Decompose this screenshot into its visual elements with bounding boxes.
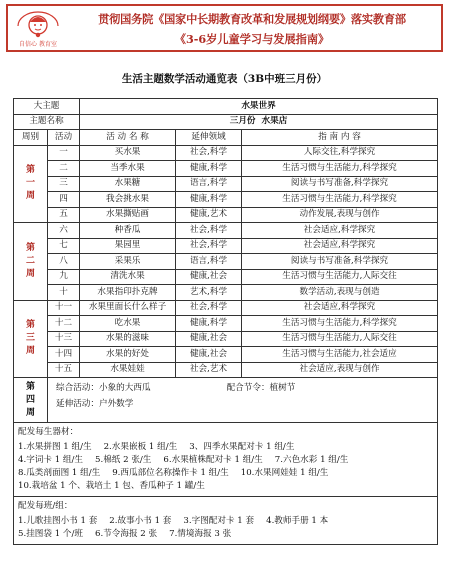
activity-guide: 生活习惯与生活能力,人际交往 — [242, 331, 438, 347]
col-header-guide: 指 南 内 容 — [242, 130, 438, 146]
activity-name: 水果撕贴画 — [80, 207, 176, 223]
activity-number: 九 — [48, 269, 80, 285]
column-header-row — [14, 130, 438, 146]
student-material-item: 10.水果网娃娃 1 组/生 — [240, 468, 329, 478]
activity-guide: 生活习惯与生活能力,科学探究 — [242, 192, 438, 208]
activity-guide: 社会适应,科学探究 — [242, 238, 438, 254]
class-materials-title: 配发每班/组： — [18, 501, 73, 511]
week-label: 第 三 周 — [14, 300, 48, 378]
student-materials-title: 配发每生器材： — [18, 427, 79, 437]
school-logo — [12, 8, 64, 50]
activity-domain: 健康,社会 — [176, 347, 242, 363]
class-material-item: 1.儿歌挂图小书 1 套 — [18, 516, 98, 526]
activity-guide: 人际交往,科学探究 — [242, 145, 438, 161]
activity-number: 八 — [48, 254, 80, 270]
main-theme-label: 大主题 — [14, 99, 80, 115]
activity-guide: 生活习惯与生活能力,人际交往 — [242, 269, 438, 285]
col-header-domain: 延伸领域 — [176, 130, 242, 146]
activity-name: 果园里 — [80, 238, 176, 254]
activity-number: 六 — [48, 223, 80, 239]
header-line-2: 《3-6岁儿童学习与发展指南》 — [174, 32, 330, 46]
activity-row — [14, 300, 438, 316]
sub-theme-label: 主题名称 — [14, 114, 80, 130]
activity-name: 清洗水果 — [80, 269, 176, 285]
activity-number: 十 — [48, 285, 80, 301]
class-material-item: 4.教师手册 1 本 — [266, 516, 329, 526]
activity-domain: 社会,科学 — [176, 238, 242, 254]
logo-text: 自信心 教育室 — [19, 41, 57, 48]
activity-guide: 生活习惯与生活能力,社会适应 — [242, 347, 438, 363]
document-title: 生活主题数学活动通览表（3B中班三月份） — [121, 73, 328, 85]
activity-number: 十三 — [48, 331, 80, 347]
activity-table — [13, 98, 438, 545]
sub-theme-value — [80, 114, 438, 130]
activity-domain: 健康,艺术 — [176, 207, 242, 223]
activity-name: 水果里面长什么样子 — [80, 300, 176, 316]
activity-row — [14, 238, 438, 254]
week4-extension-value: 户外数学 — [98, 399, 134, 409]
sub-theme-month: 三月份 — [229, 116, 256, 127]
student-material-item: 8.瓜类剖面图 1 组/生 — [18, 468, 101, 478]
activity-domain: 社会,科学 — [176, 300, 242, 316]
activity-domain: 健康,科学 — [176, 316, 242, 332]
activity-row — [14, 331, 438, 347]
activity-name: 水果指印扑克牌 — [80, 285, 176, 301]
activity-domain: 健康,社会 — [176, 331, 242, 347]
activity-domain: 社会,艺术 — [176, 362, 242, 378]
col-header-name: 活 动 名 称 — [80, 130, 176, 146]
week-label: 第 二 周 — [14, 223, 48, 301]
week-label: 第 一 周 — [14, 145, 48, 223]
student-material-item: 5.棉纸 2 张/生 — [95, 455, 152, 465]
col-header-week: 周别 — [14, 130, 48, 146]
activity-domain: 健康,科学 — [176, 161, 242, 177]
week4-activity-label: 综合活动： — [56, 383, 99, 393]
week4-festival-value: 植树节 — [269, 383, 296, 393]
activity-domain: 艺术,科学 — [176, 285, 242, 301]
student-material-item: 7.六色水彩 1 组/生 — [274, 455, 349, 465]
activity-domain: 健康,科学 — [176, 192, 242, 208]
activity-guide: 生活习惯与生活能力,科学探究 — [242, 316, 438, 332]
activity-domain: 语言,科学 — [176, 254, 242, 270]
activity-domain: 社会,科学 — [176, 145, 242, 161]
activity-name: 采果乐 — [80, 254, 176, 270]
student-material-item: 4.字词卡 1 组/生 — [18, 455, 83, 465]
week4-activity-value: 小象的大西瓜 — [98, 383, 151, 393]
class-material-item: 3.字图配对卡 1 套 — [183, 516, 255, 526]
activity-row — [14, 254, 438, 270]
week-label: 第 四 周 — [14, 378, 48, 423]
activity-guide: 数学活动,表现与创造 — [242, 285, 438, 301]
sub-theme-name: 水果店 — [261, 116, 288, 127]
student-material-item: 10.栽培盆 1 个、栽培土 1 包、香瓜种子 1 罐/生 — [18, 481, 205, 491]
activity-guide: 生活习惯与生活能力,科学探究 — [242, 161, 438, 177]
student-materials-row — [14, 423, 438, 497]
activity-number: 七 — [48, 238, 80, 254]
sub-theme-row — [14, 114, 438, 130]
main-theme-row — [14, 99, 438, 115]
activity-number: 五 — [48, 207, 80, 223]
class-material-item: 5.挂图袋 1 个/班 — [18, 529, 83, 539]
student-materials — [14, 423, 438, 497]
week4-content — [48, 378, 438, 423]
activity-guide: 阅读与书写准备,科学探究 — [242, 254, 438, 270]
activity-row — [14, 176, 438, 192]
student-material-item: 3、四季水果配对卡 1 组/生 — [189, 442, 295, 452]
student-material-item: 9.西瓜部位名称操作卡 1 组/生 — [112, 468, 229, 478]
activity-domain: 社会,科学 — [176, 223, 242, 239]
activity-row — [14, 269, 438, 285]
activity-number: 十四 — [48, 347, 80, 363]
class-material-item: 2.故事小书 1 套 — [109, 516, 172, 526]
class-material-item: 7.情境海报 3 张 — [169, 529, 232, 539]
class-material-item: 6.节令海报 2 张 — [95, 529, 158, 539]
activity-number: 十五 — [48, 362, 80, 378]
activity-guide: 阅读与书写准备,科学探究 — [242, 176, 438, 192]
activity-row — [14, 223, 438, 239]
week4-row — [14, 378, 438, 423]
activity-row — [14, 362, 438, 378]
activity-row — [14, 347, 438, 363]
col-header-activity: 活动 — [48, 130, 80, 146]
activity-row — [14, 316, 438, 332]
activity-name: 水果糖 — [80, 176, 176, 192]
activity-number: 十一 — [48, 300, 80, 316]
activity-name: 种香瓜 — [80, 223, 176, 239]
activity-guide: 社会适应,表现与创作 — [242, 362, 438, 378]
student-material-item: 6.水果植株配对卡 1 组/生 — [163, 455, 263, 465]
activity-name: 水果娃娃 — [80, 362, 176, 378]
activity-row — [14, 207, 438, 223]
main-theme-value: 水果世界 — [80, 99, 438, 115]
class-materials-row — [14, 497, 438, 545]
activity-name: 水果的好处 — [80, 347, 176, 363]
activity-name: 当季水果 — [80, 161, 176, 177]
class-materials — [14, 497, 438, 545]
activity-guide: 社会适应,科学探究 — [242, 223, 438, 239]
activity-name: 吃水果 — [80, 316, 176, 332]
header-banner — [6, 4, 443, 52]
student-material-item: 2.水果嵌板 1 组/生 — [103, 442, 178, 452]
activity-row — [14, 192, 438, 208]
activity-row — [14, 145, 438, 161]
activity-number: 三 — [48, 176, 80, 192]
activity-name: 买水果 — [80, 145, 176, 161]
activity-row — [14, 285, 438, 301]
activity-name: 我会挑水果 — [80, 192, 176, 208]
activity-number: 一 — [48, 145, 80, 161]
activity-domain: 健康,社会 — [176, 269, 242, 285]
week4-festival-label: 配合节令： — [226, 383, 270, 393]
activity-domain: 语言,科学 — [176, 176, 242, 192]
student-material-item: 1.水果拼图 1 组/生 — [18, 442, 92, 452]
activity-name: 水果的滋味 — [80, 331, 176, 347]
activity-guide: 社会适应,科学探究 — [242, 300, 438, 316]
activity-guide: 动作发展,表现与创作 — [242, 207, 438, 223]
activity-number: 四 — [48, 192, 80, 208]
header-line-1: 贯彻国务院《国家中长期教育改革和发展规划纲要》落实教育部 — [98, 12, 406, 26]
week4-extension-label: 延伸活动： — [56, 399, 99, 409]
activity-number: 十二 — [48, 316, 80, 332]
activity-row — [14, 161, 438, 177]
activity-number: 二 — [48, 161, 80, 177]
